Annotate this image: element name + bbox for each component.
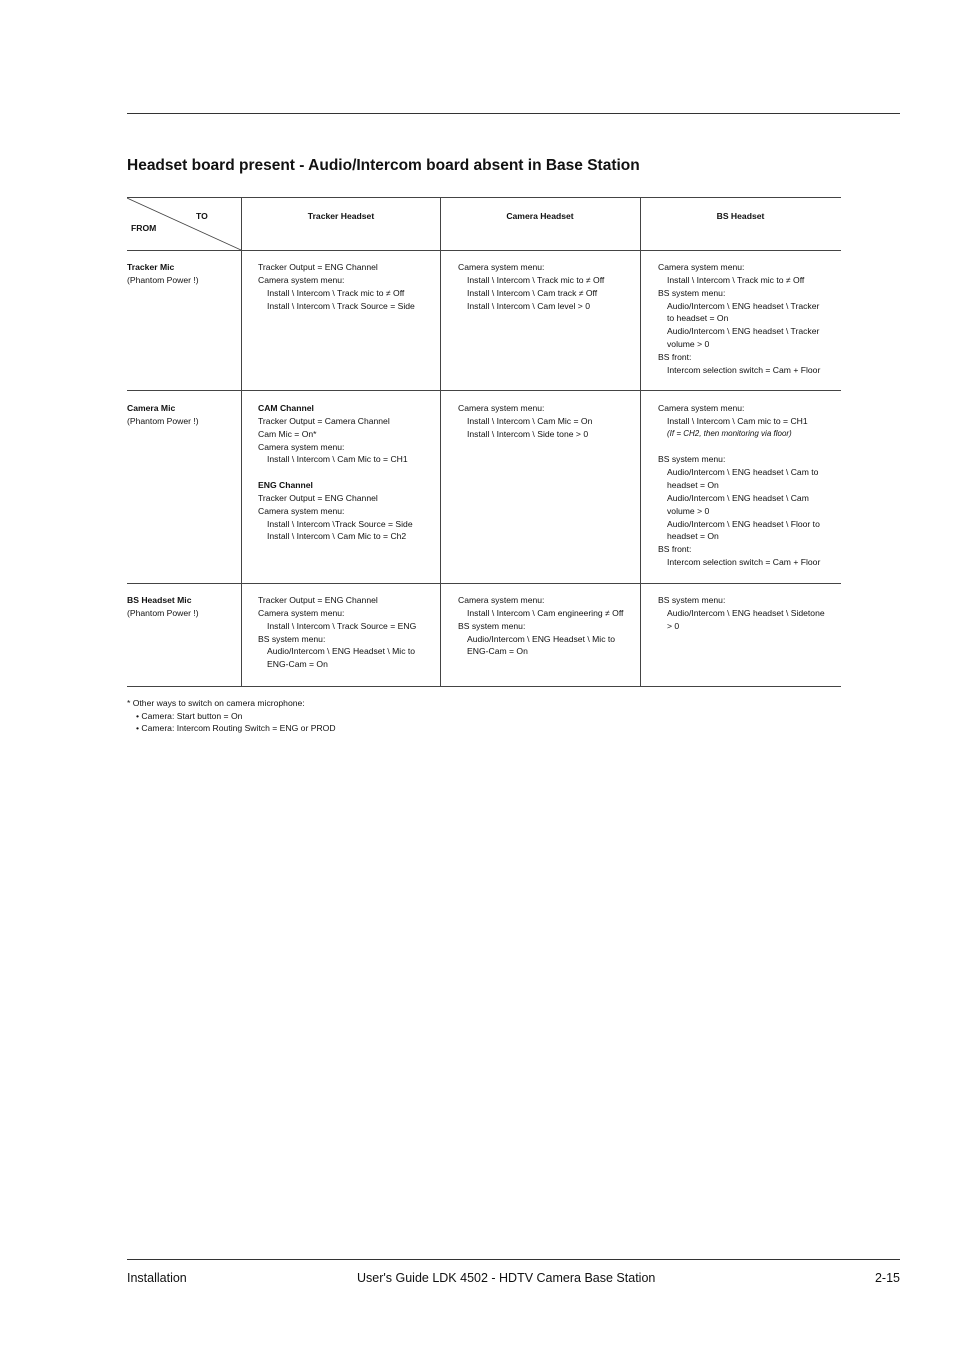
- cell-line: Tracker Output = ENG Channel: [258, 595, 378, 605]
- cell-line: Install \ Intercom \ Cam level > 0: [467, 300, 590, 311]
- cell-line: Install \ Intercom \Track Source = Side: [267, 518, 413, 529]
- column-divider: [440, 198, 441, 686]
- cell-line: Install \ Intercom \ Track Source = Side: [267, 300, 415, 311]
- cell-line: Camera system menu:: [258, 607, 345, 618]
- cell-line: ENG-Cam = On: [267, 659, 328, 670]
- table-cell: [258, 261, 415, 312]
- footnote-item: • Camera: Intercom Routing Switch = ENG or PROD: [136, 723, 336, 734]
- row-header-tracker-mic: [127, 261, 237, 287]
- table-cell: [458, 261, 604, 312]
- cell-line: Install \ Intercom \ Track Source = ENG: [267, 620, 417, 631]
- cell-line: Tracker Output = Camera Channel: [258, 415, 390, 426]
- row-sublabel: (Phantom Power !): [127, 416, 199, 426]
- table-cell: [658, 261, 820, 377]
- row-divider: [127, 583, 841, 584]
- row-label: Tracker Mic: [127, 262, 175, 272]
- footer-section: Installation: [127, 1271, 187, 1285]
- table-cell: [658, 594, 825, 633]
- cell-line: Install \ Intercom \ Track mic to ≠ Off: [667, 274, 805, 285]
- cell-line: Install \ Intercom \ Side tone > 0: [467, 428, 589, 439]
- cell-line: to headset = On: [667, 313, 729, 324]
- footer-page-number: 2-15: [874, 1271, 900, 1285]
- row-header-bs-headset-mic: [127, 594, 237, 620]
- footnote: [127, 697, 336, 735]
- row-label: BS Headset Mic: [127, 595, 192, 605]
- row-sublabel: (Phantom Power !): [127, 275, 199, 285]
- cell-spacer: [258, 466, 413, 479]
- column-divider: [640, 198, 641, 686]
- cell-line: Audio/Intercom \ ENG headset \ Tracker: [667, 300, 820, 311]
- cell-line: Install \ Intercom \ Cam track ≠ Off: [467, 287, 598, 298]
- cell-line: headset = On: [667, 531, 719, 542]
- cell-line: Tracker Output = ENG Channel: [258, 262, 378, 272]
- bottom-rule: [127, 1259, 900, 1260]
- cell-line: Install \ Intercom \ Cam engineering ≠ Off: [467, 607, 624, 618]
- table-cell: [458, 594, 623, 658]
- table-cell: [258, 594, 416, 671]
- table-cell: [258, 402, 413, 543]
- cell-line: volume > 0: [667, 339, 710, 350]
- cell-line: BS system menu:: [658, 454, 726, 465]
- cell-line: Tracker Output = ENG Channel: [258, 492, 378, 503]
- cell-line: ENG Channel: [258, 480, 313, 491]
- cell-line: Audio/Intercom \ ENG headset \ Tracker: [667, 326, 820, 337]
- row-label: Camera Mic: [127, 403, 176, 413]
- cell-line: Intercom selection switch = Cam + Floor: [667, 364, 821, 375]
- cell-line: > 0: [667, 620, 680, 631]
- cell-line: Audio/Intercom \ ENG headset \ Sidetone: [667, 607, 825, 618]
- cell-line: Install \ Intercom \ Cam Mic to = CH1: [267, 454, 408, 465]
- footnote-item: • Camera: Start button = On: [136, 710, 243, 721]
- cell-line: Camera system menu:: [258, 441, 345, 452]
- cell-line: Camera system menu:: [458, 262, 545, 272]
- table-cell: [658, 402, 820, 569]
- cell-line: ENG-Cam = On: [467, 646, 528, 657]
- cell-line: BS front:: [658, 351, 692, 362]
- cell-line: headset = On: [667, 480, 719, 491]
- top-rule: [127, 113, 900, 114]
- cell-line: Cam Mic = On*: [258, 428, 317, 439]
- cell-line: Install \ Intercom \ Cam Mic = On: [467, 415, 593, 426]
- cell-line: volume > 0: [667, 505, 710, 516]
- cell-line: BS system menu:: [458, 620, 526, 631]
- cell-line: CAM Channel: [258, 403, 314, 413]
- cell-line: Install \ Intercom \ Cam Mic to = Ch2: [267, 531, 407, 542]
- routing-table: [127, 197, 841, 687]
- section-title: Headset board present - Audio/Intercom board absent in Base Station: [127, 157, 640, 174]
- cell-line: Camera system menu:: [458, 403, 545, 413]
- column-header-camera-headset: Camera Headset: [506, 211, 574, 221]
- cell-line: Camera system menu:: [258, 274, 345, 285]
- cell-line: (If = CH2, then monitoring via floor): [667, 428, 792, 438]
- cell-line: Audio/Intercom \ ENG Headset \ Mic to: [267, 646, 416, 657]
- table-cell: [458, 402, 592, 441]
- cell-line: Audio/Intercom \ ENG headset \ Cam: [667, 492, 809, 503]
- cell-spacer: [658, 441, 820, 454]
- column-header-bs-headset: BS Headset: [716, 211, 765, 221]
- column-divider: [241, 198, 242, 686]
- corner-from-label: FROM: [131, 223, 157, 233]
- cell-line: Audio/Intercom \ ENG Headset \ Mic to: [467, 633, 616, 644]
- footer-title: User's Guide LDK 4502 - HDTV Camera Base Station: [357, 1271, 656, 1285]
- cell-line: Camera system menu:: [458, 595, 545, 605]
- cell-line: BS system menu:: [658, 595, 726, 605]
- column-header-tracker-headset: Tracker Headset: [307, 211, 375, 221]
- corner-to-label: TO: [196, 211, 208, 221]
- footnote-lead: * Other ways to switch on camera microphone:: [127, 698, 305, 708]
- cell-line: Intercom selection switch = Cam + Floor: [667, 557, 821, 568]
- cell-line: Install \ Intercom \ Cam mic to = CH1: [667, 415, 808, 426]
- row-header-camera-mic: [127, 402, 237, 428]
- cell-line: BS system menu:: [258, 633, 326, 644]
- cell-line: Camera system menu:: [658, 403, 745, 413]
- row-divider: [127, 390, 841, 391]
- cell-line: Camera system menu:: [258, 505, 345, 516]
- cell-line: BS system menu:: [658, 287, 726, 298]
- cell-line: Install \ Intercom \ Track mic to ≠ Off: [267, 287, 405, 298]
- cell-line: Audio/Intercom \ ENG headset \ Cam to: [667, 467, 819, 478]
- cell-line: Audio/Intercom \ ENG headset \ Floor to: [667, 518, 820, 529]
- cell-line: Camera system menu:: [658, 262, 745, 272]
- row-sublabel: (Phantom Power !): [127, 608, 199, 618]
- cell-line: BS front:: [658, 544, 692, 555]
- cell-line: Install \ Intercom \ Track mic to ≠ Off: [467, 274, 605, 285]
